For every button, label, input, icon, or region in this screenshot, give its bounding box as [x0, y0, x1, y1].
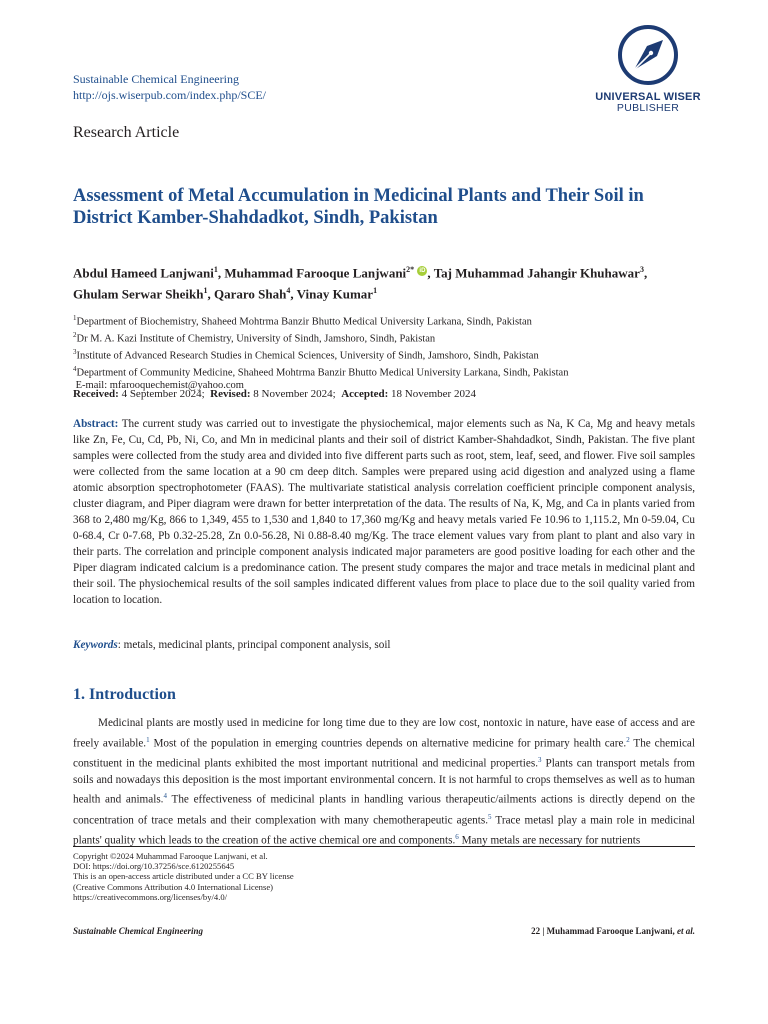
intro-text: Many metals are necessary for nutrients	[458, 834, 641, 847]
citation[interactable]: 4	[163, 792, 167, 801]
author: Muhammad Farooque Lanjwani	[224, 265, 407, 281]
intro-text: Medicinal plants are mostly used in medicine for long time due to they are low cost, nontoxic in nature, have ease of access and are freely available.	[73, 717, 695, 750]
footer-etal: et al.	[677, 926, 695, 936]
article-type: Research Article	[73, 124, 180, 141]
intro-text: The effectiveness of medicinal plants in handling various therapeutic/ailments actions is directly depend on the concentration of trace metals and their complexation with many chemotherapeutic agents.	[73, 794, 695, 827]
affiliation-sup: 4	[73, 365, 77, 373]
journal-name: Sustainable Chemical Engineering	[73, 72, 239, 86]
intro-text: Plants can transport metals from soils and nowadays this deposition is the most important environmental concern. It is not harmful to crops themselves as well as to human health and animals.	[73, 757, 695, 807]
revised-label: Revised:	[210, 388, 251, 400]
introduction-paragraph	[73, 715, 695, 849]
license-url[interactable]: https://creativecommons.org/licenses/by/4.0/	[73, 891, 228, 902]
affiliation	[73, 363, 698, 380]
received-date: 4 September 2024;	[121, 388, 205, 400]
author: Ghulam Serwar Sheikh	[73, 286, 204, 302]
corresponding-email[interactable]: E-mail: mfarooquechemist@yahoo.com	[73, 380, 244, 391]
author: Abdul Hameed Lanjwani	[73, 265, 214, 281]
intro-text: The chemical constituent in the medicinal plants exhibited the most important nutritional and medicinal properties.	[73, 737, 695, 770]
doi-line[interactable]: DOI: https://doi.org/10.37256/sce.6120255645	[73, 861, 235, 872]
footer-page-info	[531, 926, 695, 936]
affiliation-sup: 1	[73, 314, 77, 322]
abstract	[73, 416, 695, 608]
license-line: (Creative Commons Attribution 4.0 International License)	[73, 881, 273, 892]
author-list: Abdul Hameed Lanjwani$^1$, Muhammad Farooque Lanjwani$^{2*}$ iD , Taj Muhammad Jahangir Khuhawar$^3$, Ghulam Serwar Sheikh$^1$, Qararo Shah$^4$, Vinay Kumar$^1$	[73, 265, 648, 302]
author-sup: 1	[203, 286, 208, 296]
pen-nib-icon	[617, 24, 679, 86]
footnote-divider	[73, 846, 695, 847]
author-sup: 4	[286, 286, 291, 296]
author-sup: 2*	[406, 265, 415, 274]
accepted-date: 18 November 2024	[391, 388, 476, 400]
citation[interactable]: 1	[146, 735, 150, 744]
abstract-label: Abstract:	[73, 418, 119, 430]
affiliation-text: Department of Community Medicine, Shaheed Mohtrma Banzir Bhutto Medical University Larkana, Sindh, Pakistan	[76, 367, 569, 379]
intro-text: Trace metasl play a main role in medicinal plants' quality which leads to the creation of the active chemical ore and components.	[73, 814, 695, 847]
affiliation-sup: 2	[73, 331, 77, 339]
author-sup: 3	[639, 265, 644, 274]
orcid-icon[interactable]: iD	[419, 268, 426, 274]
affiliation	[73, 329, 698, 346]
citation[interactable]: 3	[538, 755, 542, 764]
author: Taj Muhammad Jahangir Khuhawar	[433, 265, 640, 281]
publisher-name: UNIVERSAL WISER	[595, 91, 701, 103]
copyright-line: Copyright ©2024 Muhammad Farooque Lanjwani, et al.	[73, 851, 268, 861]
journal-url[interactable]: http://ojs.wiserpub.com/index.php/SCE/	[73, 88, 266, 102]
keywords	[73, 639, 391, 651]
footer-journal: Sustainable Chemical Engineering	[73, 926, 204, 936]
affiliation	[73, 346, 698, 363]
citation[interactable]: 5	[488, 812, 492, 821]
author-sup: 1	[213, 265, 218, 274]
abstract-text: The current study was carried out to investigate the physiochemical, major elements such as Na, K Ca, Mg and heavy metals like Zn, Fe, Cu, Cd, Pb, Ni, Co, and Mn in medicinal plants and their soil of district Kamber-Shahdadkot, Sindh, Pakistan. The five plant samples were collected from the study area and divided into five different parts such as root, stem, leaf, seed, and flower. Five soil samples were collected from the same location at a 90 cm deep ditch. Samples were prepared using acid digestion and analyzed using a flame atomic absorption spectrophotometer (FAAS). The multivariate statistical analysis correlation coefficient principle component analysis, cluster diagram, and Piper diagram were drawn for better interpretation of the data. The results of Na, K, Mg, and Ca in plants varied from 368 to 2,480 mg/Kg, 866 to 1,349, 455 to 1,530 and 1,840 to 17,360 mg/Kg and heavy metals varied Fe 10.96 to 1,115.2, Mn 0-59.04, Cu 0-68.4, Cr 0-7.68, Pb 0.32-25.28, Zn 0.0-56.28, Ni 0.88-8.40 mg/Kg. The trace element values vary from plant to plant and also vary in their parts. The correlation and principle component analysis indicated major parameters are good positive loading for each other and the Piper diagram indicated calcium is a predominance cation. The present study compares the major and trace metals in medicinal plant and their soil. The physiochemical results of the soil samples indicated different values from place to place due to the soil quality varied from location to location.	[73, 418, 695, 606]
keywords-label: Keywords	[73, 639, 118, 651]
accepted-label: Accepted:	[341, 388, 389, 400]
intro-text: Most of the population in emerging countries depends on alternative medicine for primary health care.	[149, 737, 627, 750]
affiliation-text: Institute of Advanced Research Studies in Chemical Sciences, University of Sindh, Jamshoro, Sindh, Pakistan	[76, 350, 539, 362]
author: Qararo Shah	[214, 286, 287, 302]
affiliation-text: Dr M. A. Kazi Institute of Chemistry, University of Sindh, Jamshoro, Sindh, Pakistan	[76, 333, 436, 345]
affiliation-sup: 3	[73, 348, 77, 356]
affiliation	[73, 312, 698, 329]
section-heading-introduction: 1. Introduction	[73, 686, 176, 703]
copyright-block	[73, 851, 473, 902]
received-label: Received:	[73, 388, 119, 400]
affiliation-text: Department of Biochemistry, Shaheed Mohtrma Banzir Bhutto Medical University Larkana, Sindh, Pakistan	[76, 316, 532, 328]
keywords-text: : metals, medicinal plants, principal component analysis, soil	[117, 639, 391, 651]
author-sup: 1	[373, 286, 378, 296]
affiliations	[73, 312, 698, 393]
footer-page: 22 | Muhammad Farooque Lanjwani,	[531, 926, 675, 936]
license-line: This is an open-access article distributed under a CC BY license	[73, 871, 294, 882]
citation[interactable]: 6	[455, 832, 459, 841]
article-dates	[73, 388, 476, 400]
publisher-logo	[588, 24, 708, 116]
revised-date: 8 November 2024;	[253, 388, 336, 400]
citation[interactable]: 2	[626, 735, 630, 744]
publisher-subtitle: PUBLISHER	[616, 102, 680, 114]
author: Vinay Kumar	[296, 286, 374, 302]
paper-title: Assessment of Metal Accumulation in Medicinal Plants and Their Soil in District Kamber-Shahdadkot, Sindh, Pakistan	[73, 186, 644, 228]
